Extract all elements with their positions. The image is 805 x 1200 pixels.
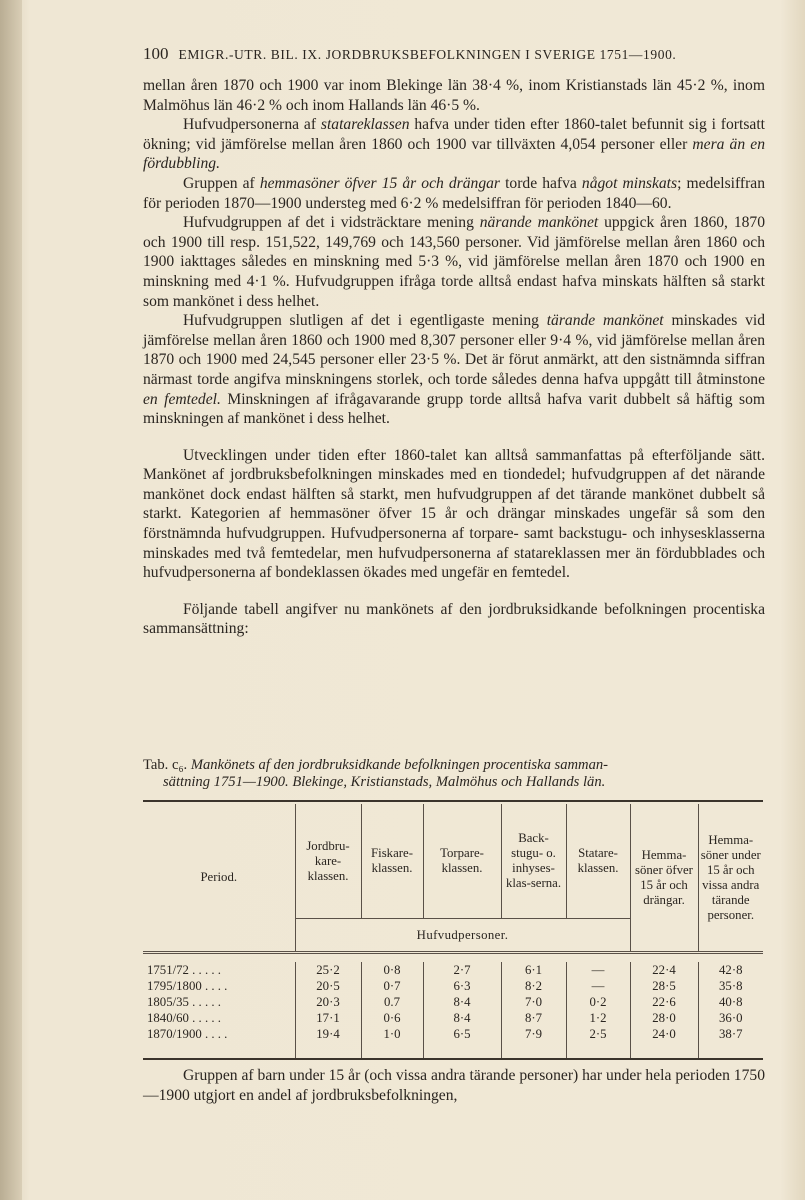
cell-value: 17·1 xyxy=(295,1010,361,1026)
cell-value: 2·5 xyxy=(566,1026,630,1042)
cell-value: 8·7 xyxy=(501,1010,566,1026)
text-run: minskades vid jämförelse mellan åren 1860 och 1900 med 8,307 personer eller 9·4 %, vid jämförelse mellan åren 1870 och 1900 med 24,545 personer eller 23·5 %. Det är förut anmärkt, att den sistnämnda siffran närmast torde angifva minskningens storlek, och torde således denna hafva uppgått till åtminstone xyxy=(143,312,765,388)
emphasis: mera än en fördubbling. xyxy=(143,135,765,173)
emphasis: statareklassen xyxy=(320,116,410,134)
text-run: Hufvudgruppen af det i vidsträcktare mening xyxy=(183,214,480,232)
running-header xyxy=(143,44,763,64)
cell-value: 24·0 xyxy=(630,1026,698,1042)
cell-value: 7·0 xyxy=(501,994,566,1010)
text-run: hafva under tiden efter 1860-talet befunnit sig i fortsatt ökning; vid jämförelse mellan åren 1860 och 1900 var tillväxten 4,054 personer eller xyxy=(143,116,765,153)
paragraph-2 xyxy=(143,115,765,174)
body-text xyxy=(143,76,765,639)
paragraph-5 xyxy=(143,311,765,429)
table-row xyxy=(143,978,763,994)
cell-period: 1795/1800 . . . . xyxy=(143,978,295,994)
header-jordbrukare: Jordbru-kare-klassen. xyxy=(295,804,361,919)
cell-period: 1870/1900 . . . . xyxy=(143,1026,295,1042)
caption-line-1 xyxy=(143,757,765,774)
bottom-text xyxy=(143,1066,765,1105)
cell-value: 1·0 xyxy=(361,1026,423,1042)
cell-value: 35·8 xyxy=(719,978,743,993)
paragraph-1: mellan åren 1870 och 1900 var inom Blekinge län 38·4 %, inom Kristianstads län 45·2 %, inom Malmöhus län 46·2 % och inom Hallands län 46·5 %. xyxy=(143,77,765,114)
paragraph-4 xyxy=(143,213,765,311)
table-caption xyxy=(143,757,765,791)
cell-value: 8·4 xyxy=(423,994,501,1010)
cell-value: 8·4 xyxy=(423,1010,501,1026)
cell-value: 38·7 xyxy=(719,1026,743,1041)
emphasis: hemmasöner öfver 15 år och drängar xyxy=(259,174,501,192)
paragraph-7: Följande tabell angifver nu mankönets af den jordbruksidkande befolkningen procentiska sammansättning: xyxy=(143,600,765,638)
cell-value: 0·6 xyxy=(361,1010,423,1026)
emphasis: tärande mankönet xyxy=(546,312,664,330)
cell-period: 1805/35 . . . . . xyxy=(143,994,295,1010)
header-fiskare: Fiskare-klassen. xyxy=(361,804,423,919)
caption-title: Mankönets af den jordbruksidkande befolkningen procentiska samman- xyxy=(190,757,609,773)
paragraph-8: Gruppen af barn under 15 år (och vissa andra tärande personer) har under hela perioden 1750—1900 utgjort en andel af jordbruksbefolkningen, xyxy=(143,1067,765,1104)
table-label: Tab. c₆. xyxy=(143,757,188,773)
page-edge xyxy=(0,0,22,1200)
header-period: Period. xyxy=(143,804,295,953)
emphasis: en femtedel. xyxy=(143,390,221,408)
cell-value: 42·8 xyxy=(719,962,743,977)
cell-value: 40·8 xyxy=(719,994,743,1009)
header-hufvudpersoner: Hufvudpersoner. xyxy=(295,919,630,953)
cell-value: 6·5 xyxy=(423,1026,501,1042)
cell-period: 1751/72 . . . . . xyxy=(143,962,295,978)
cell-value: 22·4 xyxy=(630,962,698,978)
table-top-rule xyxy=(143,800,763,802)
cell-value: 20·3 xyxy=(295,994,361,1010)
text-run: ; medelsiffran för perioden 1870—1900 understeg med 6·2 % medelsiffran för perioden 1840—60. xyxy=(143,174,765,212)
data-table xyxy=(143,804,763,1060)
emphasis: något minskats xyxy=(581,174,678,192)
cell-value: 8·2 xyxy=(501,978,566,994)
table-row xyxy=(143,994,763,1010)
cell-value: 0·2 xyxy=(566,994,630,1010)
header-torpare: Torpare-klassen. xyxy=(423,804,501,919)
cell-value: 20·5 xyxy=(295,978,361,994)
cell-value: 7·9 xyxy=(501,1026,566,1042)
header-backstugu: Back-stugu- o. inhyses-klas-serna. xyxy=(501,804,566,919)
paragraph-6: Utvecklingen under tiden efter 1860-talet kan alltså sammanfattas på efterföljande sätt. Mankönet af jordbruksbefolkningen minskades med en tiondedel; hufvudgruppen af det närande mankönet dock endast hälften så starkt, men hufvudgruppen af det tärande mankönet dubbelt så starkt. Kategorien af hemmasöner öfver 15 år och drängar minskades ungefär så som den förstnämnda hufvudgruppen. Hufvudpersonerna af torpare- samt backstugu- och inhysesklasserna minskades med två femtedelar, men hufvudpersonerna af statareklassen mer än fördubblades och hufvudpersonerna af bondeklassen ökades med ungefär en femtedel. xyxy=(143,446,765,582)
cell-value: 6·1 xyxy=(501,962,566,978)
text-run: Hufvudgruppen slutligen af det i egentligaste mening xyxy=(183,312,547,330)
header-hemmasoner-under: Hemma-söner under 15 år och vissa andra tärande personer. xyxy=(698,804,763,953)
text-run: Minskningen af ifrågavarande grupp torde alltså hafva varit dubbelt så häftig som minskningen af mankönet i dess helhet. xyxy=(143,390,765,428)
page-number: 100 xyxy=(143,44,169,63)
cell-value: 36·0 xyxy=(719,1010,743,1025)
header-statare: Statare-klassen. xyxy=(566,804,630,919)
cell-value: 22·6 xyxy=(630,994,698,1010)
cell-value: 0·7 xyxy=(361,978,423,994)
cell-value: 0·8 xyxy=(361,962,423,978)
text-run: Gruppen af xyxy=(183,174,260,192)
cell-value: 28·5 xyxy=(630,978,698,994)
text-run: Hufvudpersonerna af xyxy=(183,116,321,134)
table-row xyxy=(143,1010,763,1026)
cell-value: 1·2 xyxy=(566,1010,630,1026)
text-run: torde hafva xyxy=(500,174,582,192)
caption-title: sättning 1751—1900. Blekinge, Kristianstads, Malmöhus och Hallands län. xyxy=(163,774,606,790)
caption-line-2 xyxy=(143,774,765,791)
cell-value: 2·7 xyxy=(423,962,501,978)
cell-value: 25·2 xyxy=(295,962,361,978)
text-run: uppgick åren 1860, 1870 och 1900 till resp. 151,522, 149,769 och 143,560 personer. Vid jämförelse mellan åren 1860 och 1900 iakttages således en minskning med 5·3 %, vid jämförelse mellan åren 1870 och 1900 en minskning med 4·1 %. Hufvudgruppen ifråga torde alltså endast hafva minskats hälften så starkt som mankönet i dess helhet. xyxy=(143,214,766,310)
header-hemmasoner-over: Hemma-söner öfver 15 år och drängar. xyxy=(630,804,698,953)
table-row xyxy=(143,1026,763,1042)
cell-value: 28·0 xyxy=(630,1010,698,1026)
cell-value: 19·4 xyxy=(295,1026,361,1042)
cell-value: — xyxy=(566,962,630,978)
emphasis: närande mankönet xyxy=(479,214,599,232)
cell-value: — xyxy=(566,978,630,994)
cell-value: 0.7 xyxy=(361,994,423,1010)
running-title: EMIGR.-UTR. BIL. IX. JORDBRUKSBEFOLKNINGEN I SVERIGE 1751—1900. xyxy=(178,47,677,62)
paragraph-3 xyxy=(143,174,765,213)
cell-period: 1840/60 . . . . . xyxy=(143,1010,295,1026)
cell-value: 6·3 xyxy=(423,978,501,994)
table-row xyxy=(143,962,763,978)
table-body xyxy=(143,953,763,1061)
